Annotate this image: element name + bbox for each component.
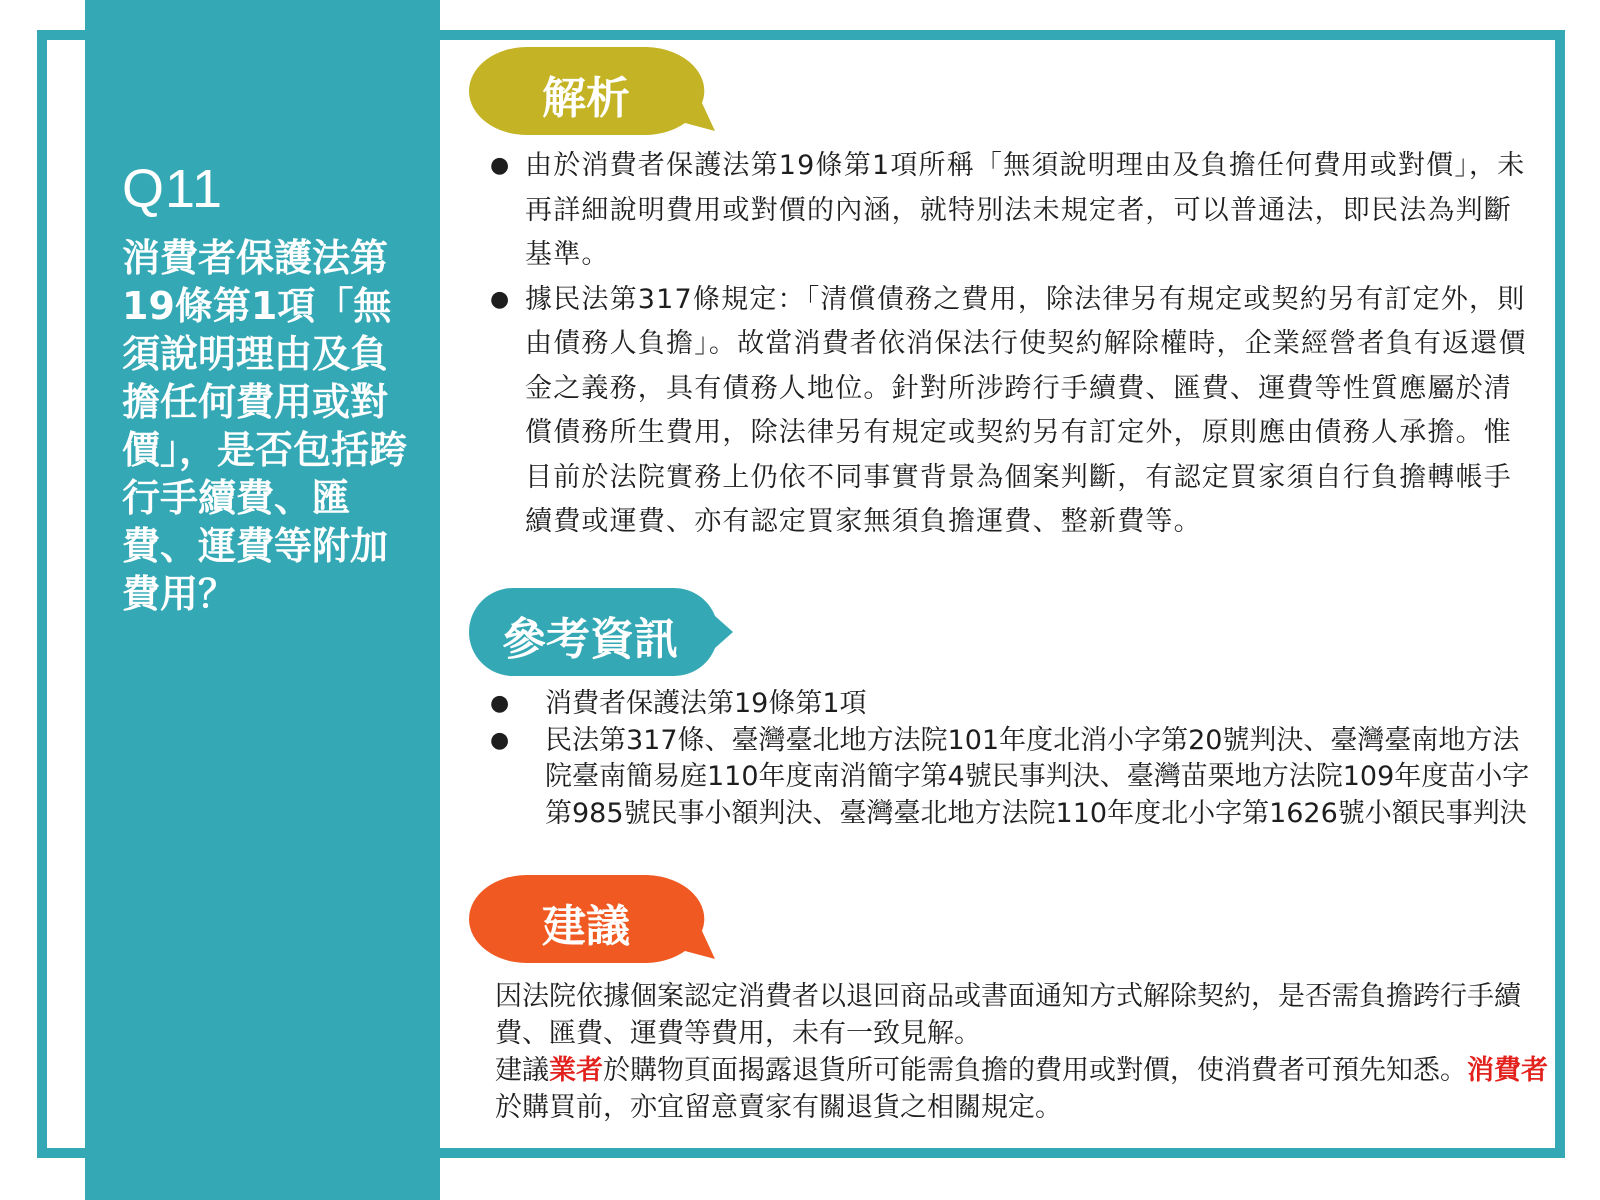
suggestion-paragraph-1: 因法院依據個案認定消費者以退回商品或書面通知方式解除契約，是否需負擔跨行手續費、匯費、運費等費用，未有一致見解。: [495, 981, 1521, 1049]
list-item: [470, 144, 1532, 278]
suggestion-middle: 於購物頁面揭露退貨所可能需負擔的費用或對價，使消費者可預先知悉。: [603, 1055, 1467, 1086]
list-item: [470, 686, 1532, 723]
suggestion-prefix: 建議: [495, 1055, 549, 1086]
analysis-item-text: 由於消費者保護法第19條第1項所稱「無須說明理由及負擔任何費用或對價」，未再詳細說明費用或對價的內涵，就特別法未規定者，可以普通法，即民法為判斷基準。: [525, 150, 1526, 270]
reference-item-text: 民法第317條、臺灣臺北地方法院101年度北消小字第20號判決、臺灣臺南地方法院臺南簡易庭110年度南消簡字第4號民事判決、臺灣苗栗地方法院109年度苗小字第985號民事小額判決、臺灣臺北地方法院110年度北小字第1626號小額民事判決: [545, 724, 1530, 829]
suggestion-section: [470, 978, 1557, 1126]
references-title: 參考資訊: [502, 614, 678, 665]
bullet-icon: ●: [490, 286, 511, 312]
analysis-heading-bubble: [467, 45, 717, 137]
highlight-consumer: 消費者: [1467, 1055, 1548, 1086]
suggestion-paragraph-2: [495, 1052, 1557, 1126]
references-section: [470, 686, 1532, 832]
suggestion-title: 建議: [542, 901, 630, 952]
reference-item-text: 消費者保護法第19條第1項: [545, 688, 867, 719]
analysis-item-text: 據民法第317條規定：「清償債務之費用，除法律另有規定或契約另有訂定外，則由債務人負擔」。故當消費者依消保法行使契約解除權時，企業經營者負有返還價金之義務，具有債務人地位。針對所涉跨行手續費、匯費、運費等性質應屬於清償債務所生費用，除法律另有規定或契約另有訂定外，原則應由債務人承擔。惟目前於法院實務上仍依不同事實背景為個案判斷，有認定買家須自行負擔轉帳手續費或運費、亦有認定買家無須負擔運費、整新費等。: [525, 283, 1527, 537]
references-heading-bubble: [467, 586, 737, 678]
question-text: 消費者保護法第19條第1項「無須說明理由及負擔任何費用或對價」，是否包括跨行手續費、匯費、運費等附加費用？: [122, 236, 408, 616]
analysis-section: [470, 144, 1532, 545]
highlight-business: 業者: [549, 1055, 603, 1086]
list-item: [470, 278, 1532, 545]
bullet-icon: ●: [490, 691, 510, 716]
question-number: Q11: [122, 159, 224, 219]
suggestion-heading-bubble: [467, 873, 717, 965]
list-item: [470, 723, 1532, 833]
analysis-title: 解析: [542, 73, 630, 124]
bullet-icon: ●: [490, 727, 510, 753]
bullet-icon: ●: [490, 153, 511, 178]
suggestion-suffix: 於購買前，亦宜留意賣家有關退貨之相關規定。: [495, 1092, 1062, 1123]
